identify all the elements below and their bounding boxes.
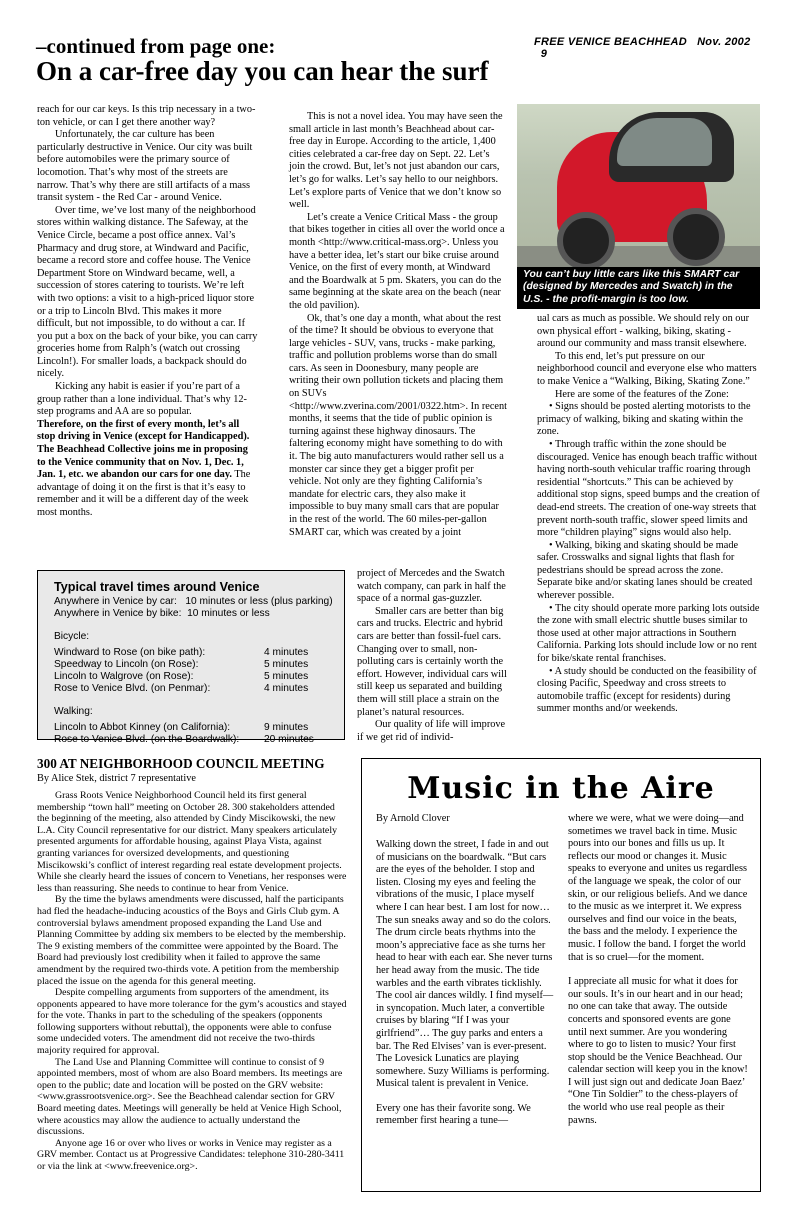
paragraph: I appreciate all music for what it does for our souls. It’s in our heart and in our head; no one can take that away. The outside concerts and sponsored events are gone until next summer. Are you wondering where to go to listen to music? Your first stop should be the Venice Beachhead. Our calendar section will keep you in the know! I will just sign out and dedicate Joan Baez’ “One Tin Soldier” to the chess-players of the world who use real people as their pawns. [568,976,748,1126]
paragraph: The Land Use and Planning Committee will continue to consist of 9 appointed members, most of whom are also Board members. Its meetings are open to the public; date and location will be posted on the GRV website: <www.grassrootsvenice.org>. See the Beachhead calendar section for GRV Board meeting dates. Meetings will generally be held at Venice High School, where acoustics may allow the audience to actually understand the discussions. [37,1056,343,1138]
council-article [37,790,347,1173]
route: Rose to Venice Blvd. (on Penmar): [54,683,211,695]
paragraph: Anyone age 16 or over who lives or works in Venice may register as a GRV member. Contact us at Progressive Candidates: telephone 310-280-3411 or via the link at <www.freevenice.org>. [37,1137,345,1172]
bullet-item: • Through traffic within the zone should be discouraged. Venice has enough beach traffic without having north-south vehicular traffic roaring through residential “shortcuts.” This can be achieved by additional stop signs, speed bumps and the creation of dead-end streets. The creation of one-way streets that prevent north-south traffic, slower speed limits and more “children playing” signs would also help. [537,438,760,539]
paragraph: Despite compelling arguments from supporters of the amendment, its opponents appeared to have more tolerance for the gym’s acoustics and stayed for the vote. Thanks in part to the scheduling of the speakers (opponents following supporters without rebuttal), the opponents were able to confuse some undecided voters. The amendment did not receive the two-thirds majority required for approval. [37,987,347,1057]
music-title: Music in the Aire [407,771,715,806]
route: Lincoln to Walgrove (on Rose): [54,671,194,683]
paragraph: Ok, that’s one day a month, what about the rest of the time? It should be obvious to everyone that large vehicles - SUV, vans, trucks - make parking, traffic and pollution problems worse than do small cars. As seen in Doonesbury, many people are writing their own pollution tickets and placing them on SUVs <http://www.zverina.com/2001/0322.htm>. In recent months, it seems that the tide of public opinion is turning against these highway dinosaurs. The faltering economy might have something to do with it. The big auto manufacturers would rather sell us a monster car since they get a bigger profit per vehicle. Not only are they fighting California’s mandate for electric cars, they also make it impossible to buy many small cars that are popular in the rest of the world. The 60 miles-per-gallon SMART car, which was created by a joint [289,312,507,538]
article-column-1 [37,104,259,520]
article-column-2 [289,111,507,539]
council-headline: 300 AT NEIGHBORHOOD COUNCIL MEETING [37,756,325,771]
paragraph: where we were, what we were doing—and sometimes we travel back in time. Music pours into our bones and fills us up. It reflects our mood or changes it. Music speaks to everyone and unites us regardless of the language we speak, the color of our skin, or our religious beliefs. And we dance to the music as we interpret it. We express ourselves and find our voice in the beats, the bass and the melody. I experience the music. I follow the band. I forget the world that is so cruel—for the moment. [568,813,748,963]
bullet-item: • Signs should be posted alerting motorists to the primacy of walking, biking and skating within the zone. [537,401,751,438]
paragraph: Here are some of the features of the Zone: [555,388,729,400]
wheel-rear [667,208,725,266]
issue-date: Nov. 2002 [697,36,751,48]
bullet-item: • Walking, biking and skating should be made safer. Crosswalks and signal lights that flash for pedestrians should be spread across the zone. Separate bike and/or skating lanes should be created wherever possible. [537,539,753,602]
bullet-item: • A study should be conducted on the feasibility of closing Pacific, Speedway and cross streets to automobile traffic (except for residents) during summer months and/or weekends. [537,665,757,715]
time: 5 minutes [264,671,309,683]
continued-line: –continued from page one: [36,34,276,58]
paragraph: Grass Roots Venice Neighborhood Council held its first general membership “town hall” meeting on October 28. 300 stakeholders attended the beginning of the meeting, also attended by Cindy Miscikowski, the new L.A. City Council representative for our district. Many speakers articulately presented arguments for affordable housing, against Playa Vista, against granting variances for oversized developments, and questioning Miscikowski’s conflict of interest regarding real estate development projects. While she clearly heard the issues of concern to Venetians, her responses were less than reassuring. She needs to continue to hear from Venice. [37,790,347,894]
time: 20 minutes [264,734,314,746]
paragraph [37,419,259,520]
travel-intro-line: Anywhere in Venice by car: 10 minutes or less (plus parking) [54,596,333,608]
music-box [361,758,761,1192]
paragraph: project of Mercedes and the Swatch watch company, can park in half the space of a normal gas-guzzler. [357,568,506,605]
paragraph: Unfortunately, the car culture has been particularly destructive in Venice. Our city was built before automobiles were the primary source of locomotion. That’s why most of the streets are narrow. That’s why there are still artifacts of a mass transit system - the Red Car - around Venice. [37,129,253,204]
wheel-front [557,212,615,270]
travel-intro-line: Anywhere in Venice by bike: 10 minutes or less [54,608,270,620]
council-byline: By Alice Stek, district 7 representative [37,773,196,784]
paragraph: Smaller cars are better than big cars and trucks. Electric and hybrid cars are better than fossil-fuel cars. Changing over to small, non-polluting cars is certainly worth the effort. However, individual cars will still keep us separated and building them will still place a strain on the planet’s natural resources. [357,605,507,718]
travel-row [54,734,328,746]
paragraph: By the time the bylaws amendments were discussed, half the participants had fled the headache-inducing acoustics of the Boys and Girls Club gym. A controversial bylaws amendment proposed expanding the Land Use and Planning Committee by adding six members to be elected by the membership. The 9 existing members of the committee were appointed by the Board. The Board had previously lost credibility when it failed to approve the same amendment by the required two-thirds vote. A petition from the membership placed the issue on the agenda for this general meeting. [37,894,346,987]
route: Speedway to Lincoln (on Rose): [54,659,199,671]
paragraph: Our quality of life will improve if we get rid of individ- [357,719,506,743]
masthead-title: FREE VENICE BEACHHEAD [534,36,687,48]
route: Windward to Rose (on bike path): [54,646,206,658]
music-byline: By Arnold Clover [376,813,450,824]
travel-box-title: Typical travel times around Venice [54,580,260,594]
article-column-2b [357,568,507,744]
paragraph: reach for our car keys. Is this trip necessary in a two-ton vehicle, or can I get there another way? [37,104,256,128]
article-column-3 [537,313,760,716]
travel-row [54,647,328,659]
paragraph: Let’s create a Venice Critical Mass - the group that bikes together in cities all over the world once a month <http://www.critical-mass.org>. Unless you have a better idea, let’s start our bike cruise around Venice, on the first of every month, at Windward and the Boardwalk at 5 pm. Skaters, you can do the same beginning at the skate area on the beach (near the old pavilion). [289,211,505,311]
music-column-1 [376,839,554,1128]
photo-caption: You can’t buy little cars like this SMART car (designed by Mercedes and Swatch) in the U.S. - the profit-margin is too low. [517,267,760,310]
masthead [534,36,764,60]
route: Lincoln to Abbot Kinney (on California): [54,721,231,733]
paragraph: To this end, let’s put pressure on our neighborhood council and everyone else who matters to make Venice a “Walking, Biking, Skating Zone.” [537,350,757,387]
proposal-tail: The advantage of doing it on the first is that it’s easy to remember and it will be a different day of the week most months. [37,469,251,518]
time: 4 minutes [264,683,309,695]
paragraph: Kicking any habit is easier if you’re part of a group rather than a lone individual. That’s why 12-step programs and AA are so popular. [37,381,247,418]
bicycle-label: Bicycle: [54,630,90,642]
time: 9 minutes [264,721,309,733]
travel-row [54,659,328,671]
paragraph: Over time, we’ve lost many of the neighborhood stores within walking distance. The Safeway, at the Venice Circle, became a post office annex. Val’s Pharmacy and drug store, at Windward and Pacific, became a record store and coffee house. The Venice Department Store on Windward became, well, a succession of stores catering to tourists. We’re left with two options: a visit to a high-priced liquor store or a trip to Lincoln Blvd. This makes it more difficult, but not impossible, to do without a car. If you put a box on the back of your bike, you can carry groceries home from Ralph’s (watch out crossing Lincoln!). For smaller loads, a backpack should do nicely. [37,204,258,380]
walking-label: Walking: [54,705,93,717]
page-number: 9 [540,48,548,60]
paragraph: This is not a novel idea. You may have seen the small article in last month’s Beachhead about car-free day in Europe. According to the article, 1,400 cities celebrated a car-free day on Sept. 22. Let’s join the crowd. But, let’s not just abandon our cars, let’s go for walks. Let’s say hello to our neighbors. Let’s explore parts of Venice that we don’t know so well. [289,111,503,211]
travel-row [54,722,328,734]
travel-times-box [37,570,345,746]
headline: On a car-free day you can hear the surf [36,56,489,86]
paragraph: Every one has their favorite song. We remember first hearing a tune— [376,1102,531,1127]
smart-car-photo [517,104,760,309]
bold-proposal: Therefore, on the first of every month, let’s all stop driving in Venice (except for Handicapped). The Beachhead Collective joins me in proposing to the Venice community that on Nov. 1, Dec. 1, Jan. 1, etc. we abandon our cars for one day. [37,418,250,481]
bullet-item: • The city should operate more parking lots outside the zone with small electric shuttle buses similar to those used at other major attractions in Southern California. Parking lots should include low or no rent for bike/skate rental franchises. [537,602,760,665]
music-column-2 [568,813,750,1127]
route: Rose to Venice Blvd. (on the Boardwalk): [54,734,240,746]
travel-row [54,683,328,695]
paragraph: Walking down the street, I fade in and out of musicians on the boardwalk. “But cars are the eyes of the beholder. I stop and listen. Closing my eyes and feeling the vibrations of the music, I place myself where I can hear best. I am lost for now… The sun sneaks away and so do the colors. The drum circle beats rhythms into the moon’s appreciative face as she turns her head to hear with each ear. She never turns her head away from the music. The tide warbles and the earth vibrates ticklishly. The cool air dances wildly. I find myself—in syncopation. Much later, a convertible cruises by blaring “If I was your girlfriend”… The guy parks and enters a bar. The Red Elvises’ van is ever-present. The Lovesick Lunatics are playing somewhere. Suzy Williams is performing. Musical talent is prevalent in Venice. [376,839,554,1090]
time: 5 minutes [264,659,309,671]
paragraph: ual cars as much as possible. We should rely on our own physical effort - walking, biking, skating - around our community and mass transit elsewhere. [537,313,750,350]
time: 4 minutes [264,646,309,658]
travel-row [54,671,328,683]
